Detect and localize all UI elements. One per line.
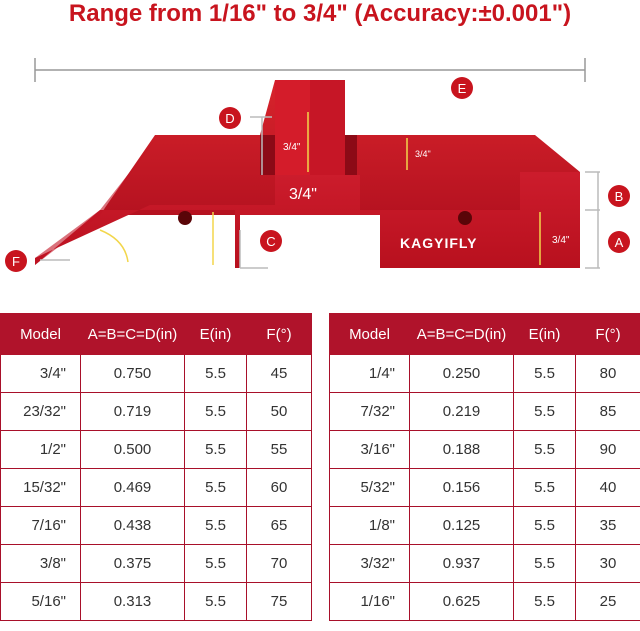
mount-hole-left: [178, 211, 192, 225]
table-row: [1, 545, 312, 583]
abcd-cell: 0.719: [81, 393, 185, 431]
table-row: [1, 583, 312, 621]
model-cell: 5/16": [1, 583, 81, 621]
model-cell: 1/4": [330, 355, 410, 393]
e-cell: 5.5: [514, 431, 576, 469]
dim-c-label: 3/4": [190, 235, 208, 246]
f-cell: 75: [247, 583, 312, 621]
f-cell: 90: [576, 431, 640, 469]
model-cell: 1/16": [330, 583, 410, 621]
center-label: 3/4": [289, 186, 317, 203]
e-cell: 5.5: [514, 355, 576, 393]
svg-text:F: F: [12, 254, 20, 269]
brand-logo: KAGYIFLY: [400, 235, 478, 251]
table-row: [1, 431, 312, 469]
abcd-cell: 0.125: [410, 507, 514, 545]
e-cell: 5.5: [514, 545, 576, 583]
model-cell: 23/32": [1, 393, 81, 431]
abcd-cell: 0.500: [81, 431, 185, 469]
table-row: [1, 469, 312, 507]
header-f: F(°): [247, 314, 312, 355]
f-cell: 80: [576, 355, 640, 393]
e-cell: 5.5: [185, 355, 247, 393]
abcd-cell: 0.188: [410, 431, 514, 469]
model-cell: 7/16": [1, 507, 81, 545]
f-cell: 35: [576, 507, 640, 545]
table-row: [330, 545, 640, 583]
header-abcd: A=B=C=D(in): [81, 314, 185, 355]
f-cell: 50: [247, 393, 312, 431]
callout-d: [219, 107, 241, 129]
e-cell: 5.5: [514, 393, 576, 431]
e-cell: 5.5: [185, 469, 247, 507]
header-abcd: A=B=C=D(in): [410, 314, 514, 355]
dim-top-right-label: 3/4": [415, 149, 431, 159]
callout-f: [5, 250, 27, 272]
callout-e: [451, 77, 473, 99]
header-e: E(in): [514, 314, 576, 355]
abcd-cell: 0.937: [410, 545, 514, 583]
abcd-cell: 0.219: [410, 393, 514, 431]
f-cell: 45: [247, 355, 312, 393]
abcd-cell: 0.375: [81, 545, 185, 583]
table-row: [330, 507, 640, 545]
model-cell: 5/32": [330, 469, 410, 507]
abcd-cell: 0.469: [81, 469, 185, 507]
table-header-row: [330, 314, 640, 355]
header-model: Model: [1, 314, 81, 355]
model-cell: 7/32": [330, 393, 410, 431]
table-row: [330, 393, 640, 431]
e-cell: 5.5: [514, 507, 576, 545]
table-row: [330, 469, 640, 507]
e-cell: 5.5: [185, 545, 247, 583]
model-cell: 3/16": [330, 431, 410, 469]
abcd-cell: 0.156: [410, 469, 514, 507]
model-cell: 1/8": [330, 507, 410, 545]
table-row: [1, 507, 312, 545]
f-cell: 55: [247, 431, 312, 469]
table-header-row: [1, 314, 312, 355]
model-cell: 3/32": [330, 545, 410, 583]
f-cell: 65: [247, 507, 312, 545]
table-row: [330, 583, 640, 621]
svg-text:E: E: [457, 81, 467, 96]
model-cell: 3/8": [1, 545, 81, 583]
model-cell: 1/2": [1, 431, 81, 469]
f-cell: 40: [576, 469, 640, 507]
spec-table-right: [329, 313, 640, 621]
abcd-cell: 0.250: [410, 355, 514, 393]
e-cell: 5.5: [514, 583, 576, 621]
svg-text:D: D: [225, 111, 235, 126]
header-e: E(in): [185, 314, 247, 355]
e-cell: 5.5: [514, 469, 576, 507]
table-row: [330, 355, 640, 393]
model-cell: 3/4": [1, 355, 81, 393]
header-f: F(°): [576, 314, 640, 355]
abcd-cell: 0.313: [81, 583, 185, 621]
e-cell: 5.5: [185, 431, 247, 469]
mount-hole-right: [458, 211, 472, 225]
f-cell: 85: [576, 393, 640, 431]
abcd-cell: 0.438: [81, 507, 185, 545]
abcd-cell: 0.625: [410, 583, 514, 621]
dim-a-label: 3/4": [552, 235, 570, 246]
model-cell: 15/32": [1, 469, 81, 507]
e-cell: 5.5: [185, 507, 247, 545]
dim-d-label: 3/4": [283, 142, 301, 153]
f-cell: 25: [576, 583, 640, 621]
f-cell: 70: [247, 545, 312, 583]
f-cell: 60: [247, 469, 312, 507]
svg-text:C: C: [266, 234, 276, 249]
spec-table-left: [0, 313, 312, 621]
table-row: [1, 393, 312, 431]
callout-a: [608, 231, 630, 253]
callout-b: [608, 185, 630, 207]
setup-bar-illustration: [0, 30, 640, 300]
header-model: Model: [330, 314, 410, 355]
svg-text:B: B: [614, 189, 624, 204]
svg-text:A: A: [614, 235, 624, 250]
table-row: [330, 431, 640, 469]
callout-c: [260, 230, 282, 252]
dimension-e: [35, 58, 585, 82]
table-row: [1, 355, 312, 393]
f-cell: 30: [576, 545, 640, 583]
e-cell: 5.5: [185, 393, 247, 431]
headline: Range from 1/16" to 3/4" (Accuracy:±0.001"): [68, 0, 572, 27]
e-cell: 5.5: [185, 583, 247, 621]
angle-label: 45°: [126, 239, 145, 258]
abcd-cell: 0.750: [81, 355, 185, 393]
